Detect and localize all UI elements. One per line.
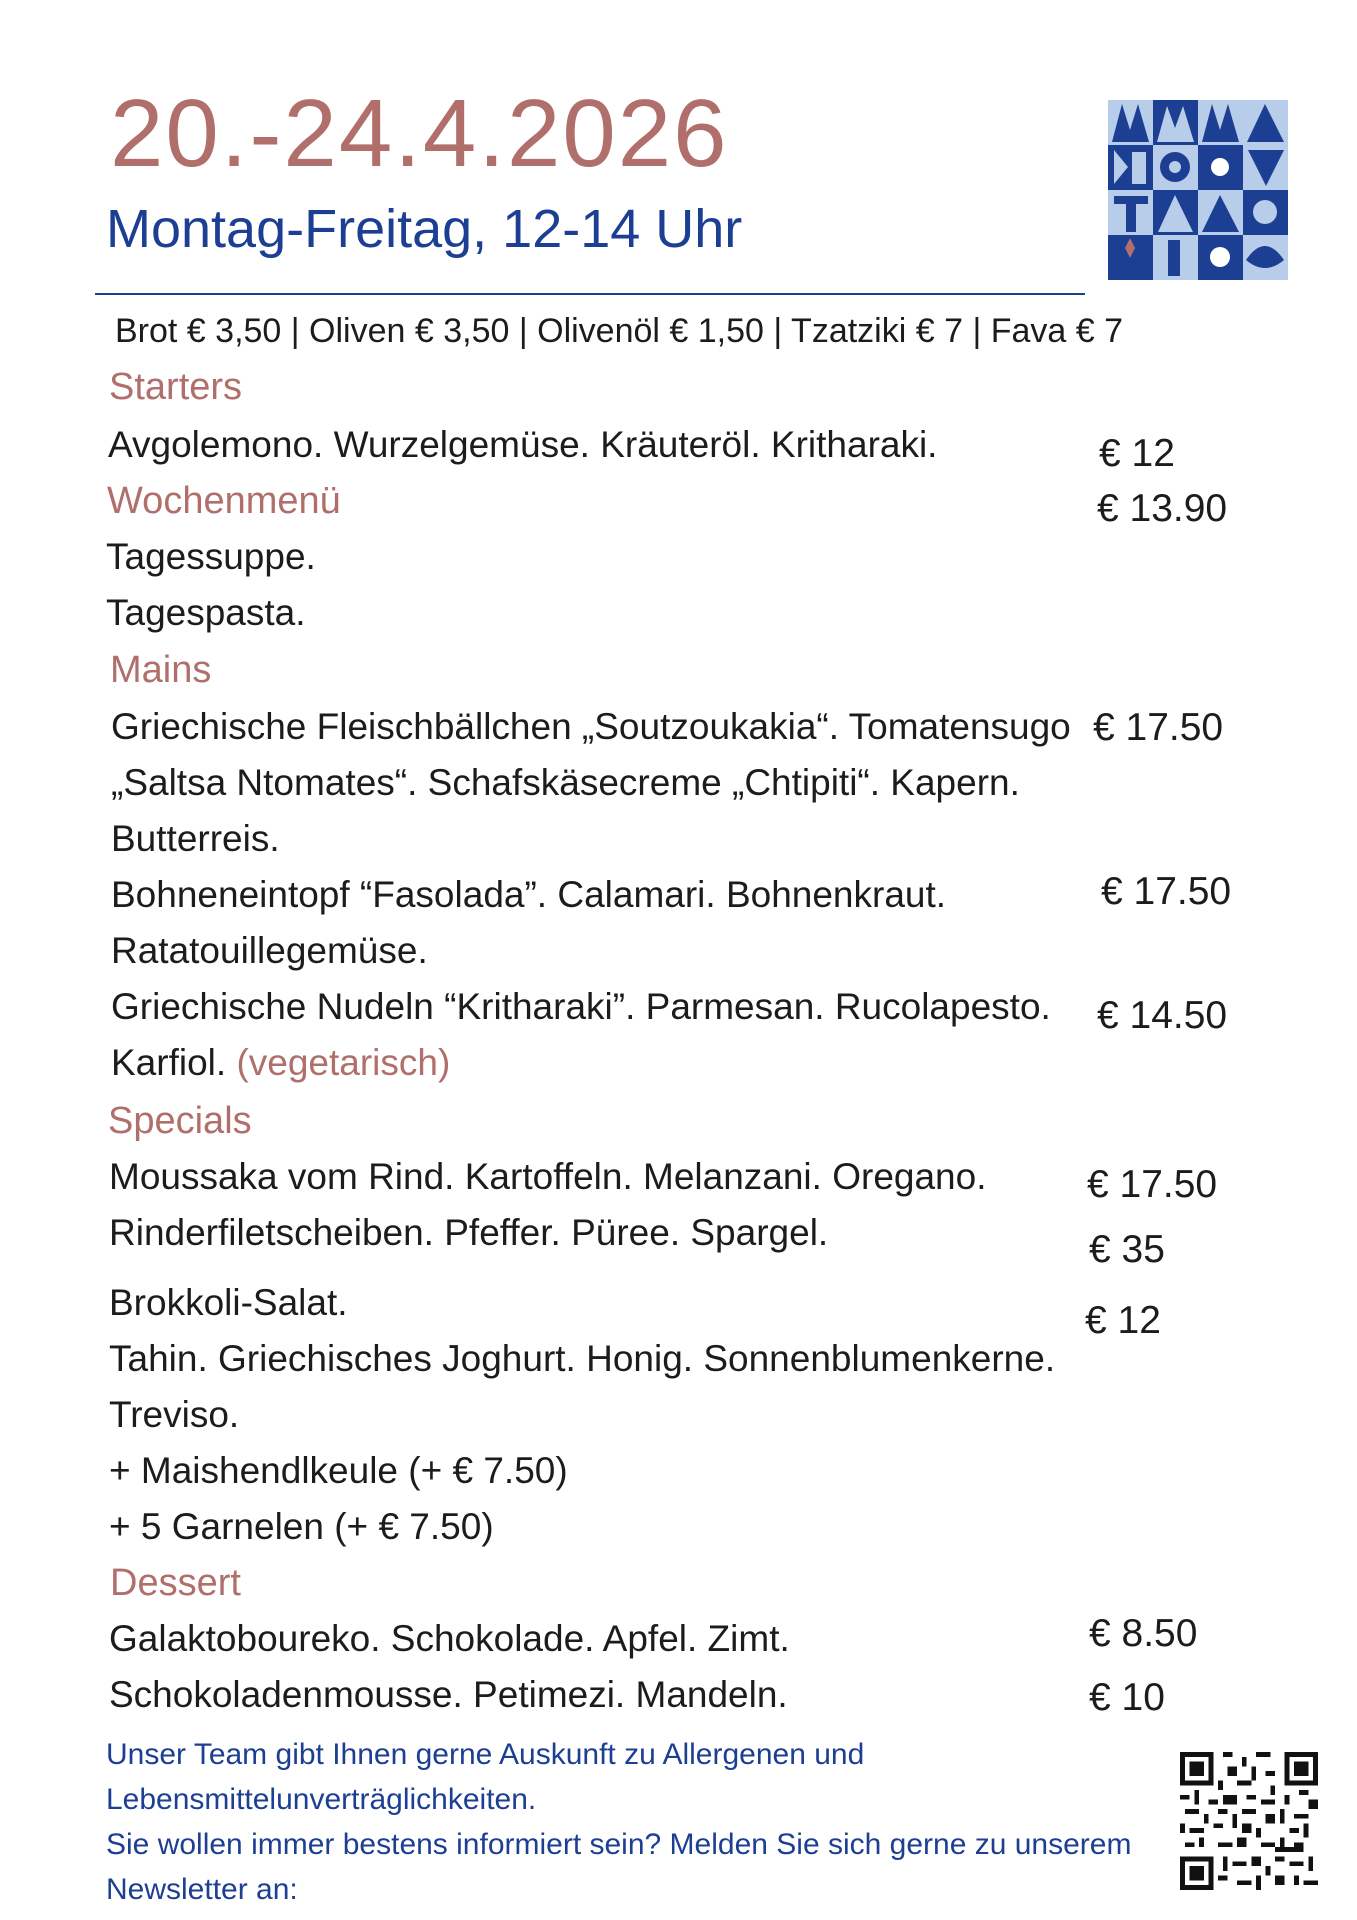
kritharaki-line2-text: Karfiol. xyxy=(111,1042,227,1083)
menu-item-soup: Tagessuppe. xyxy=(106,536,316,577)
header-divider xyxy=(95,293,1085,295)
addon-maishendlkeule: + Maishendlkeule (+ € 7.50) xyxy=(109,1450,568,1491)
price-soutzoukakia: € 17.50 xyxy=(1093,706,1224,749)
footer-allergen-line2: Lebensmittelunverträglichkeiten. xyxy=(106,1783,537,1816)
price-galaktoboureko: € 8.50 xyxy=(1089,1612,1198,1655)
opening-hours: Montag-Freitag, 12-14 Uhr xyxy=(106,199,743,259)
section-mains: Mains xyxy=(110,649,212,691)
menu-item-soutzoukakia-line1: Griechische Fleischbällchen „Soutzoukakia“. Tomatensugo xyxy=(111,706,1071,747)
menu-item-brokkoli-salat-line3: Treviso. xyxy=(109,1394,240,1435)
vegetarian-tag: (vegetarisch) xyxy=(236,1042,451,1083)
menu-item-avgolemono: Avgolemono. Wurzelgemüse. Kräuteröl. Kritharaki. xyxy=(108,424,938,465)
section-weekly-menu: Wochenmenü xyxy=(107,480,341,522)
menu-item-pasta: Tagespasta. xyxy=(106,592,306,633)
menu-item-moussaka: Moussaka vom Rind. Kartoffeln. Melanzani. Oregano. xyxy=(109,1156,987,1197)
price-brokkoli-salat: € 12 xyxy=(1085,1299,1161,1342)
menu-item-galaktoboureko: Galaktoboureko. Schokolade. Apfel. Zimt. xyxy=(109,1618,790,1659)
restaurant-logo-icon xyxy=(1108,100,1288,280)
footer-newsletter-line2: Newsletter an: xyxy=(106,1873,298,1906)
price-avgolemono: € 12 xyxy=(1099,432,1175,475)
date-range: 20.-24.4.2026 xyxy=(110,80,729,187)
addon-garnelen: + 5 Garnelen (+ € 7.50) xyxy=(109,1506,494,1547)
section-starters: Starters xyxy=(109,366,243,408)
price-kritharaki: € 14.50 xyxy=(1097,994,1228,1037)
menu-item-schokoladenmousse: Schokoladenmousse. Petimezi. Mandeln. xyxy=(109,1674,788,1715)
price-rinderfilet: € 35 xyxy=(1089,1228,1165,1271)
menu-item-kritharaki-line2 xyxy=(111,1042,450,1084)
menu-item-rinderfilet: Rinderfiletscheiben. Pfeffer. Püree. Spargel. xyxy=(109,1212,829,1253)
section-specials: Specials xyxy=(108,1100,252,1142)
menu-item-soutzoukakia-line3: Butterreis. xyxy=(111,818,280,859)
footer-allergen-line1: Unser Team gibt Ihnen gerne Auskunft zu Allergenen und xyxy=(106,1738,865,1771)
qr-code-icon[interactable] xyxy=(1180,1752,1318,1890)
menu-item-soutzoukakia-line2: „Saltsa Ntomates“. Schafskäsecreme „Chtipiti“. Kapern. xyxy=(111,762,1020,803)
menu-item-brokkoli-salat: Brokkoli-Salat. xyxy=(109,1282,348,1323)
menu-item-brokkoli-salat-line2: Tahin. Griechisches Joghurt. Honig. Sonnenblumenkerne. xyxy=(109,1338,1056,1379)
footer-newsletter-line1: Sie wollen immer bestens informiert sein? Melden Sie sich gerne zu unserem xyxy=(106,1828,1132,1861)
price-fasolada: € 17.50 xyxy=(1101,870,1232,913)
price-schokoladenmousse: € 10 xyxy=(1089,1676,1165,1719)
menu-item-kritharaki-line1: Griechische Nudeln “Kritharaki”. Parmesan. Rucolapesto. xyxy=(111,986,1051,1027)
price-weekly-menu: € 13.90 xyxy=(1097,487,1228,530)
price-moussaka: € 17.50 xyxy=(1087,1163,1218,1206)
menu-item-fasolada-line1: Bohneneintopf “Fasolada”. Calamari. Bohnenkraut. xyxy=(111,874,947,915)
menu-item-fasolada-line2: Ratatouillegemüse. xyxy=(111,930,428,971)
extras-line: Brot € 3,50 | Oliven € 3,50 | Olivenöl € 1,50 | Tzatziki € 7 | Fava € 7 xyxy=(115,312,1124,350)
section-dessert: Dessert xyxy=(110,1562,241,1604)
